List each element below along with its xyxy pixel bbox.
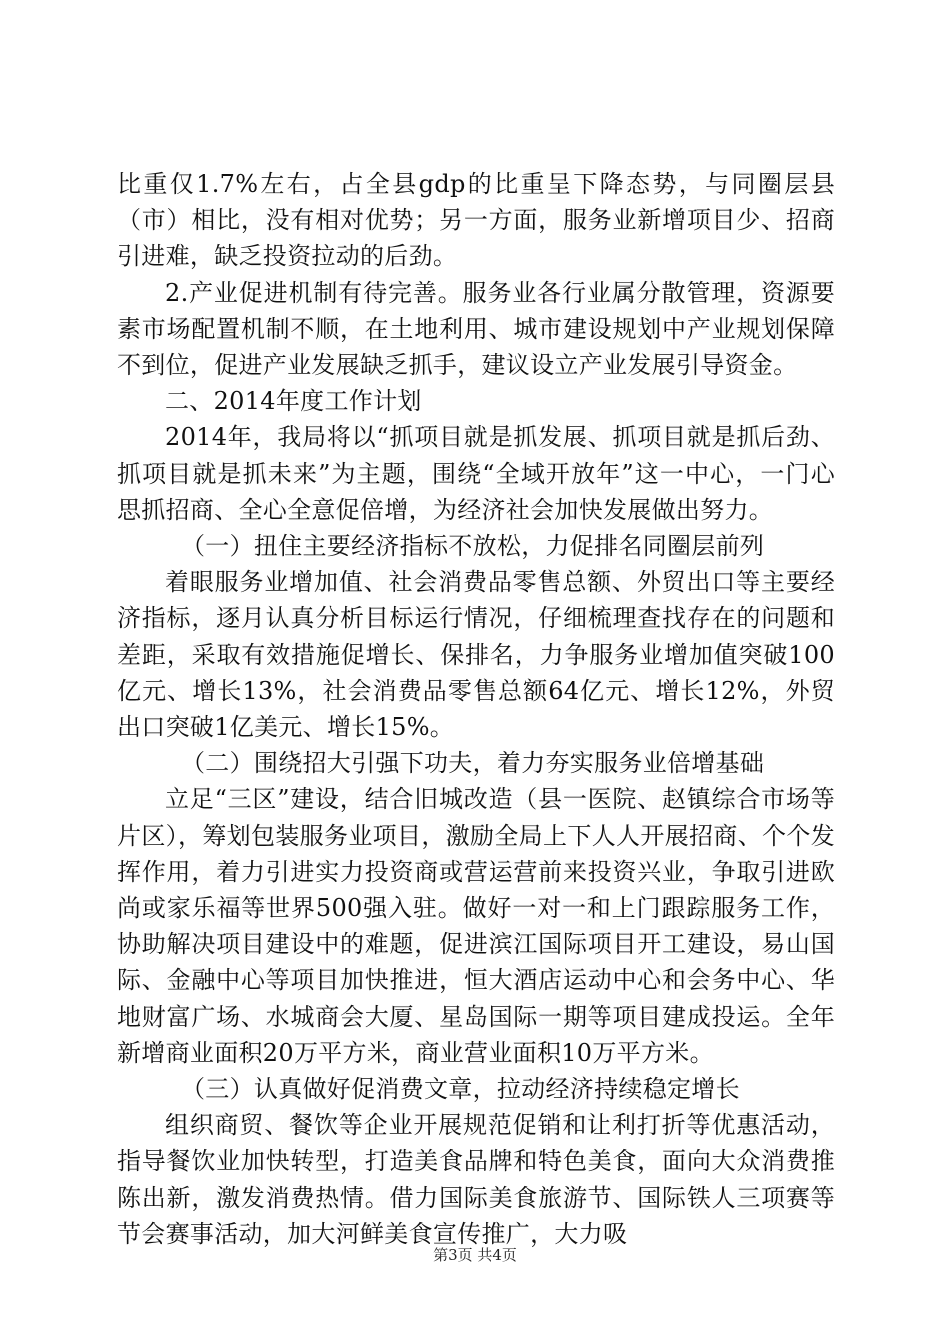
page-number-footer: 第3页 共4页 (433, 1246, 517, 1264)
paragraph-continuation: 比重仅1.7%左右，占全县gdp的比重呈下降态势，与同圈层县（市）相比，没有相对优势；另一方面，服务业新增项目少、招商引进难，缺乏投资拉动的后劲。 (117, 170, 835, 271)
paragraph-plan-intro: 2014年，我局将以“抓项目就是抓发展、抓项目就是抓后劲、抓项目就是抓未来”为主题，围绕“全域开放年”这一中心，一门心思抓招商、全心全意促倍增，为经济社会加快发展做出努力。 (117, 423, 835, 524)
section-heading-work-plan: 二、2014年度工作计划 (165, 387, 422, 416)
subsection-heading-1: （一）扭住主要经济指标不放松，力促排名同圈层前列 (181, 532, 765, 561)
subsection-heading-3: （三）认真做好促消费文章，拉动经济持续稳定增长 (181, 1075, 740, 1104)
paragraph-item-2: 2.产业促进机制有待完善。服务业各行业属分散管理，资源要素市场配置机制不顺，在土地利用、城市建设规划中产业规划保障不到位，促进产业发展缺乏抓手，建议设立产业发展引导资金。 (117, 278, 835, 380)
paragraph-subsection-3: 组织商贸、餐饮等企业开展规范促销和让利打折等优惠活动，指导餐饮业加快转型，打造美食品牌和特色美食，面向大众消费推陈出新，激发消费热情。借力国际美食旅游节、国际铁人三项赛等节会赛事活动，加大河鲜美食宣传推广，大力吸 (117, 1111, 835, 1248)
paragraph-subsection-1: 着眼服务业增加值、社会消费品零售总额、外贸出口等主要经济指标，逐月认真分析目标运行情况，仔细梳理查找存在的问题和差距，采取有效措施促增长、保排名，力争服务业增加值突破100亿元、增长13%，社会消费品零售总额64亿元、增长12%，外贸出口突破1亿美元、增长15%。 (117, 568, 835, 742)
document-body (117, 166, 835, 1252)
paragraph-subsection-2: 立足“三区”建设，结合旧城改造（县一医院、赵镇综合市场等片区），筹划包装服务业项目，激励全局上下人人开展招商、个个发挥作用，着力引进实力投资商或营运营前来投资兴业，争取引进欧尚或家乐福等世界500强入驻。做好一对一和上门跟踪服务工作，协助解决项目建设中的难题，促进滨江国际项目开工建设，易山国际、金融中心等项目加快推进，恒大酒店运动中心和会务中心、华地财富广场、水城商会大厦、星岛国际一期等项目建成投运。全年新增商业面积20万平方米，商业营业面积10万平方米。 (117, 785, 835, 1067)
subsection-heading-2: （二）围绕招大引强下功夫，着力夯实服务业倍增基础 (181, 749, 765, 778)
